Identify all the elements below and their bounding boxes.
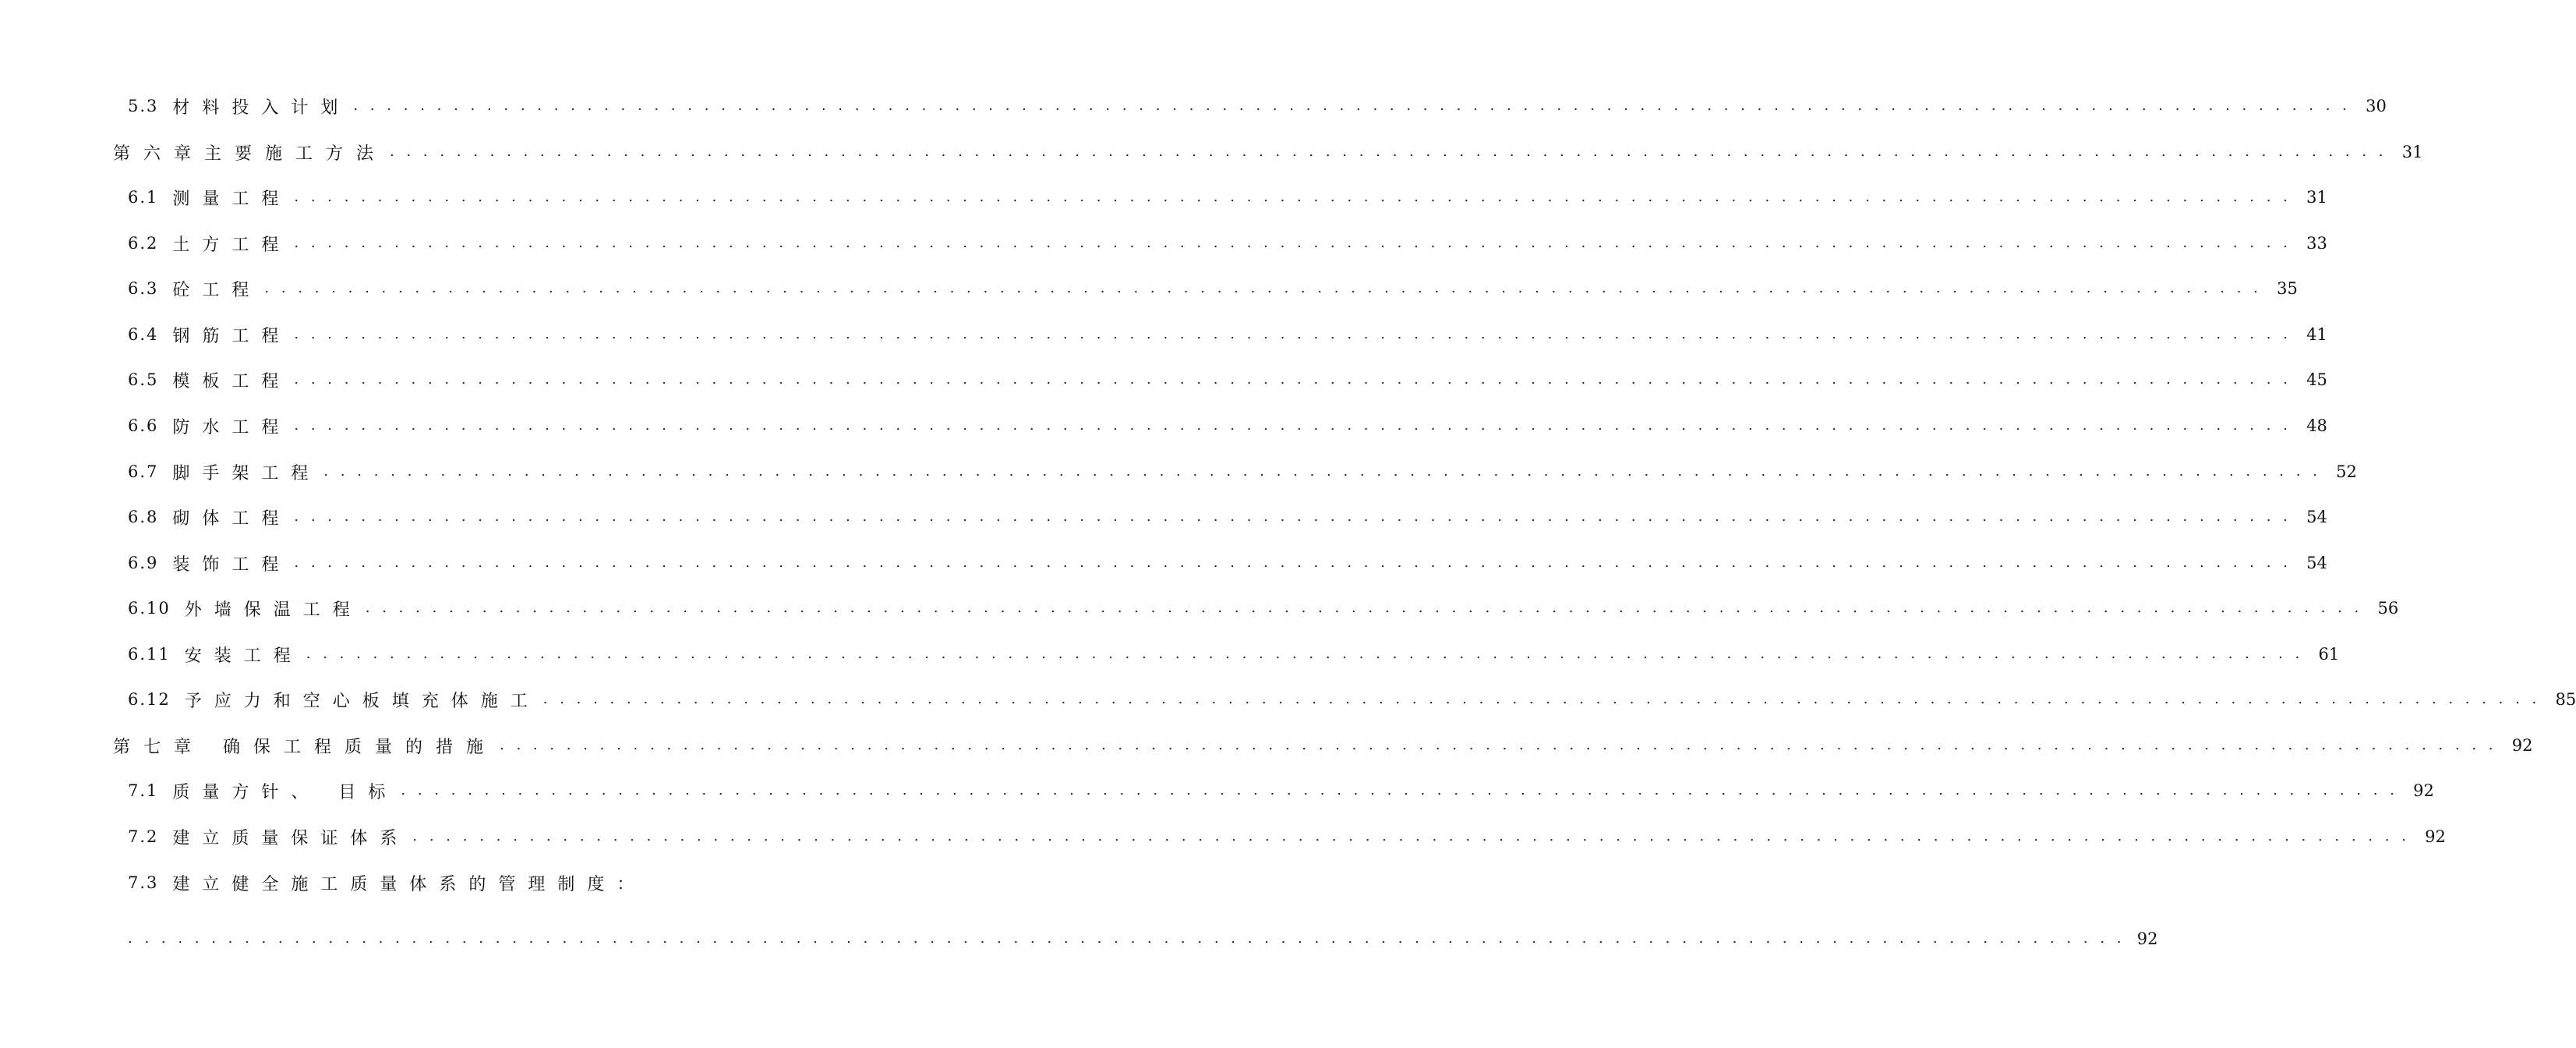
toc-entry-page: 56 — [2377, 599, 2399, 618]
toc-dot-leader: . . . . . . . . . . . . . . . . . . . . . . . . . . . . . . . . . . . . . . . . . . . . . . . . . . . . . . . . . . . . . . . . . . . . . . . . . . . . . . . . . . . . . . . . . . . . . . . . . . . . . . . . . . . . . . . . . . . . . . . . — [294, 235, 2292, 251]
toc-entry-title: 测量工程 — [172, 189, 292, 209]
toc-entry-title: 材料投入计划 — [172, 97, 351, 118]
toc-entry-number: 6.6 — [128, 416, 159, 435]
toc-dot-leader: . . . . . . . . . . . . . . . . . . . . . . . . . . . . . . . . . . . . . . . . . . . . . . . . . . . . . . . . . . . . . . . . . . . . . . . . . . . . . . . . . . . . . . . . . . . . . . . . . . . . . . . . . . . . . . . . . . . . . . . . — [500, 737, 2497, 753]
toc-entry-page: 31 — [2401, 143, 2423, 161]
toc-entry-title: 建立质量保证体系 — [172, 828, 410, 848]
toc-entry-page: 61 — [2318, 645, 2340, 664]
toc-dot-leader: . . . . . . . . . . . . . . . . . . . . . . . . . . . . . . . . . . . . . . . . . . . . . . . . . . . . . . . . . . . . . . . . . . . . . . . . . . . . . . . . . . . . . . . . . . . . . . . . . . . . . . . . . . . . . . . . . . . . . . . . — [306, 646, 2304, 662]
toc-entry-number: 6.7 — [128, 462, 159, 481]
toc-entry-page: 30 — [2366, 97, 2387, 115]
toc-entry-title: 质量方针、 目标 — [172, 782, 398, 802]
toc-entry[interactable] — [113, 136, 2423, 168]
toc-entry-number: 6.9 — [128, 554, 159, 572]
toc-dot-leader: . . . . . . . . . . . . . . . . . . . . . . . . . . . . . . . . . . . . . . . . . . . . . . . . . . . . . . . . . . . . . . . . . . . . . . . . . . . . . . . . . . . . . . . . . . . . . . . . . . . . . . . . . . . . . . . . . . . . . . . . — [294, 189, 2292, 205]
toc-entry-page: 45 — [2306, 370, 2327, 389]
toc-dot-leader: . . . . . . . . . . . . . . . . . . . . . . . . . . . . . . . . . . . . . . . . . . . . . . . . . . . . . . . . . . . . . . . . . . . . . . . . . . . . . . . . . . . . . . . . . . . . . . . . . . . . . . . . . . . . . . . . . . . . . . . . — [365, 600, 2363, 616]
toc-entry-page: 33 — [2306, 234, 2327, 253]
toc-entry-title: 砼工程 — [172, 280, 262, 300]
toc-dot-leader: . . . . . . . . . . . . . . . . . . . . . . . . . . . . . . . . . . . . . . . . . . . . . . . . . . . . . . . . . . . . . . . . . . . . . . . . . . . . . . . . . . . . . . . . . . . . . . . . . . . . . . . . . . . . . . . . . . . . . . . . — [128, 930, 2125, 947]
toc-dot-leader: . . . . . . . . . . . . . . . . . . . . . . . . . . . . . . . . . . . . . . . . . . . . . . . . . . . . . . . . . . . . . . . . . . . . . . . . . . . . . . . . . . . . . . . . . . . . . . . . . . . . . . . . . . . . . . . . . . . . . . . . — [264, 280, 2262, 296]
toc-entry[interactable] — [128, 410, 2327, 441]
toc-entry-title: 第六章主要施工方法 — [113, 143, 387, 164]
toc-entry-number: 6.5 — [128, 370, 159, 389]
toc-entry-continuation[interactable] — [128, 923, 2158, 954]
toc-entry-page: 92 — [2425, 827, 2446, 846]
toc-entry-title: 砌体工程 — [172, 508, 292, 529]
toc-dot-leader: . . . . . . . . . . . . . . . . . . . . . . . . . . . . . . . . . . . . . . . . . . . . . . . . . . . . . . . . . . . . . . . . . . . . . . . . . . . . . . . . . . . . . . . . . . . . . . . . . . . . . . . . . . . . . . . . . . . . . . . . — [542, 691, 2541, 707]
toc-dot-leader: . . . . . . . . . . . . . . . . . . . . . . . . . . . . . . . . . . . . . . . . . . . . . . . . . . . . . . . . . . . . . . . . . . . . . . . . . . . . . . . . . . . . . . . . . . . . . . . . . . . . . . . . . . . . . . . . . . . . . . . . — [412, 828, 2410, 844]
toc-entry-title: 装饰工程 — [172, 554, 292, 575]
toc-entry[interactable] — [128, 273, 2298, 304]
toc-dot-leader: . . . . . . . . . . . . . . . . . . . . . . . . . . . . . . . . . . . . . . . . . . . . . . . . . . . . . . . . . . . . . . . . . . . . . . . . . . . . . . . . . . . . . . . . . . . . . . . . . . . . . . . . . . . . . . . . . . . . . . . . — [294, 508, 2292, 525]
toc-entry-page: 85 — [2555, 690, 2576, 709]
toc-entry-number: 5.3 — [128, 97, 159, 115]
toc-entry-page: 52 — [2336, 462, 2357, 481]
toc-entry-title: 模板工程 — [172, 371, 292, 391]
toc-entry-title: 第七章 确保工程质量的措施 — [113, 737, 496, 757]
toc-entry-number: 6.1 — [128, 188, 159, 207]
toc-entry[interactable] — [128, 364, 2327, 395]
toc-entry-title: 予应力和空心板填充体施工 — [184, 691, 540, 711]
toc-entry-number: 7.3 — [128, 873, 159, 892]
toc-entry[interactable] — [128, 639, 2340, 670]
toc-dot-leader: . . . . . . . . . . . . . . . . . . . . . . . . . . . . . . . . . . . . . . . . . . . . . . . . . . . . . . . . . . . . . . . . . . . . . . . . . . . . . . . . . . . . . . . . . . . . . . . . . . . . . . . . . . . . . . . . . . . . . . . . — [390, 143, 2387, 160]
toc-entry[interactable] — [128, 182, 2327, 213]
toc-entry[interactable] — [128, 456, 2357, 487]
toc-entry[interactable] — [128, 228, 2327, 259]
toc-entry-title: 建立健全施工质量体系的管理制度： — [172, 874, 647, 894]
toc-entry-page: 35 — [2277, 279, 2298, 298]
toc-entry-page: 54 — [2306, 554, 2327, 572]
toc-entry[interactable] — [128, 867, 648, 898]
toc-dot-leader: . . . . . . . . . . . . . . . . . . . . . . . . . . . . . . . . . . . . . . . . . . . . . . . . . . . . . . . . . . . . . . . . . . . . . . . . . . . . . . . . . . . . . . . . . . . . . . . . . . . . . . . . . . . . . . . . . . . . . . . . — [294, 326, 2292, 342]
toc-entry-number: 7.2 — [128, 827, 159, 846]
toc-entry[interactable] — [128, 547, 2327, 579]
toc-entry[interactable] — [128, 821, 2446, 852]
toc-dot-leader: . . . . . . . . . . . . . . . . . . . . . . . . . . . . . . . . . . . . . . . . . . . . . . . . . . . . . . . . . . . . . . . . . . . . . . . . . . . . . . . . . . . . . . . . . . . . . . . . . . . . . . . . . . . . . . . . . . . . . . . . — [294, 417, 2292, 434]
toc-entry[interactable] — [128, 593, 2399, 624]
toc-entry-page: 31 — [2306, 188, 2327, 207]
toc-dot-leader: . . . . . . . . . . . . . . . . . . . . . . . . . . . . . . . . . . . . . . . . . . . . . . . . . . . . . . . . . . . . . . . . . . . . . . . . . . . . . . . . . . . . . . . . . . . . . . . . . . . . . . . . . . . . . . . . . . . . . . . . — [401, 782, 2398, 798]
toc-entry-title: 防水工程 — [172, 417, 292, 437]
toc-entry-page: 92 — [2413, 781, 2434, 800]
toc-entry[interactable] — [128, 319, 2327, 350]
toc-entry-title: 外墙保温工程 — [184, 600, 362, 620]
toc-dot-leader: . . . . . . . . . . . . . . . . . . . . . . . . . . . . . . . . . . . . . . . . . . . . . . . . . . . . . . . . . . . . . . . . . . . . . . . . . . . . . . . . . . . . . . . . . . . . . . . . . . . . . . . . . . . . . . . . . . . . . . . . — [323, 463, 2321, 480]
toc-entry-number: 7.1 — [128, 781, 159, 800]
toc-entry-number: 6.11 — [128, 645, 171, 664]
toc-dot-leader: . . . . . . . . . . . . . . . . . . . . . . . . . . . . . . . . . . . . . . . . . . . . . . . . . . . . . . . . . . . . . . . . . . . . . . . . . . . . . . . . . . . . . . . . . . . . . . . . . . . . . . . . . . . . . . . . . . . . . . . . — [294, 554, 2292, 571]
toc-entry-title: 钢筋工程 — [172, 326, 292, 346]
toc-entry-title: 安装工程 — [184, 646, 303, 666]
toc-entry-page: 92 — [2136, 929, 2158, 948]
toc-entry-title: 脚手架工程 — [172, 463, 321, 483]
toc-entry-number: 6.12 — [128, 690, 171, 709]
toc-entry-number: 6.2 — [128, 234, 159, 253]
toc-dot-leader: . . . . . . . . . . . . . . . . . . . . . . . . . . . . . . . . . . . . . . . . . . . . . . . . . . . . . . . . . . . . . . . . . . . . . . . . . . . . . . . . . . . . . . . . . . . . . . . . . . . . . . . . . . . . . . . . . . . . . . . . — [294, 371, 2292, 388]
toc-entry-number: 6.8 — [128, 508, 159, 526]
toc-entry-page: 92 — [2511, 736, 2533, 755]
toc-entry[interactable] — [128, 90, 2387, 122]
toc-entry-page: 41 — [2306, 325, 2327, 344]
toc-entry-page: 54 — [2306, 508, 2327, 526]
toc-entry-page: 48 — [2306, 416, 2327, 435]
toc-entry-title: 土方工程 — [172, 235, 292, 255]
toc-entry[interactable] — [128, 501, 2327, 533]
toc-entry[interactable] — [113, 730, 2533, 761]
toc-entry[interactable] — [128, 775, 2434, 806]
toc-dot-leader: . . . . . . . . . . . . . . . . . . . . . . . . . . . . . . . . . . . . . . . . . . . . . . . . . . . . . . . . . . . . . . . . . . . . . . . . . . . . . . . . . . . . . . . . . . . . . . . . . . . . . . . . . . . . . . . . . . . . . . . . — [353, 97, 2351, 114]
toc-entry-number: 6.10 — [128, 599, 171, 618]
toc-entry-number: 6.4 — [128, 325, 159, 344]
toc-entry[interactable] — [128, 684, 2576, 715]
toc-entry-number: 6.3 — [128, 279, 159, 298]
